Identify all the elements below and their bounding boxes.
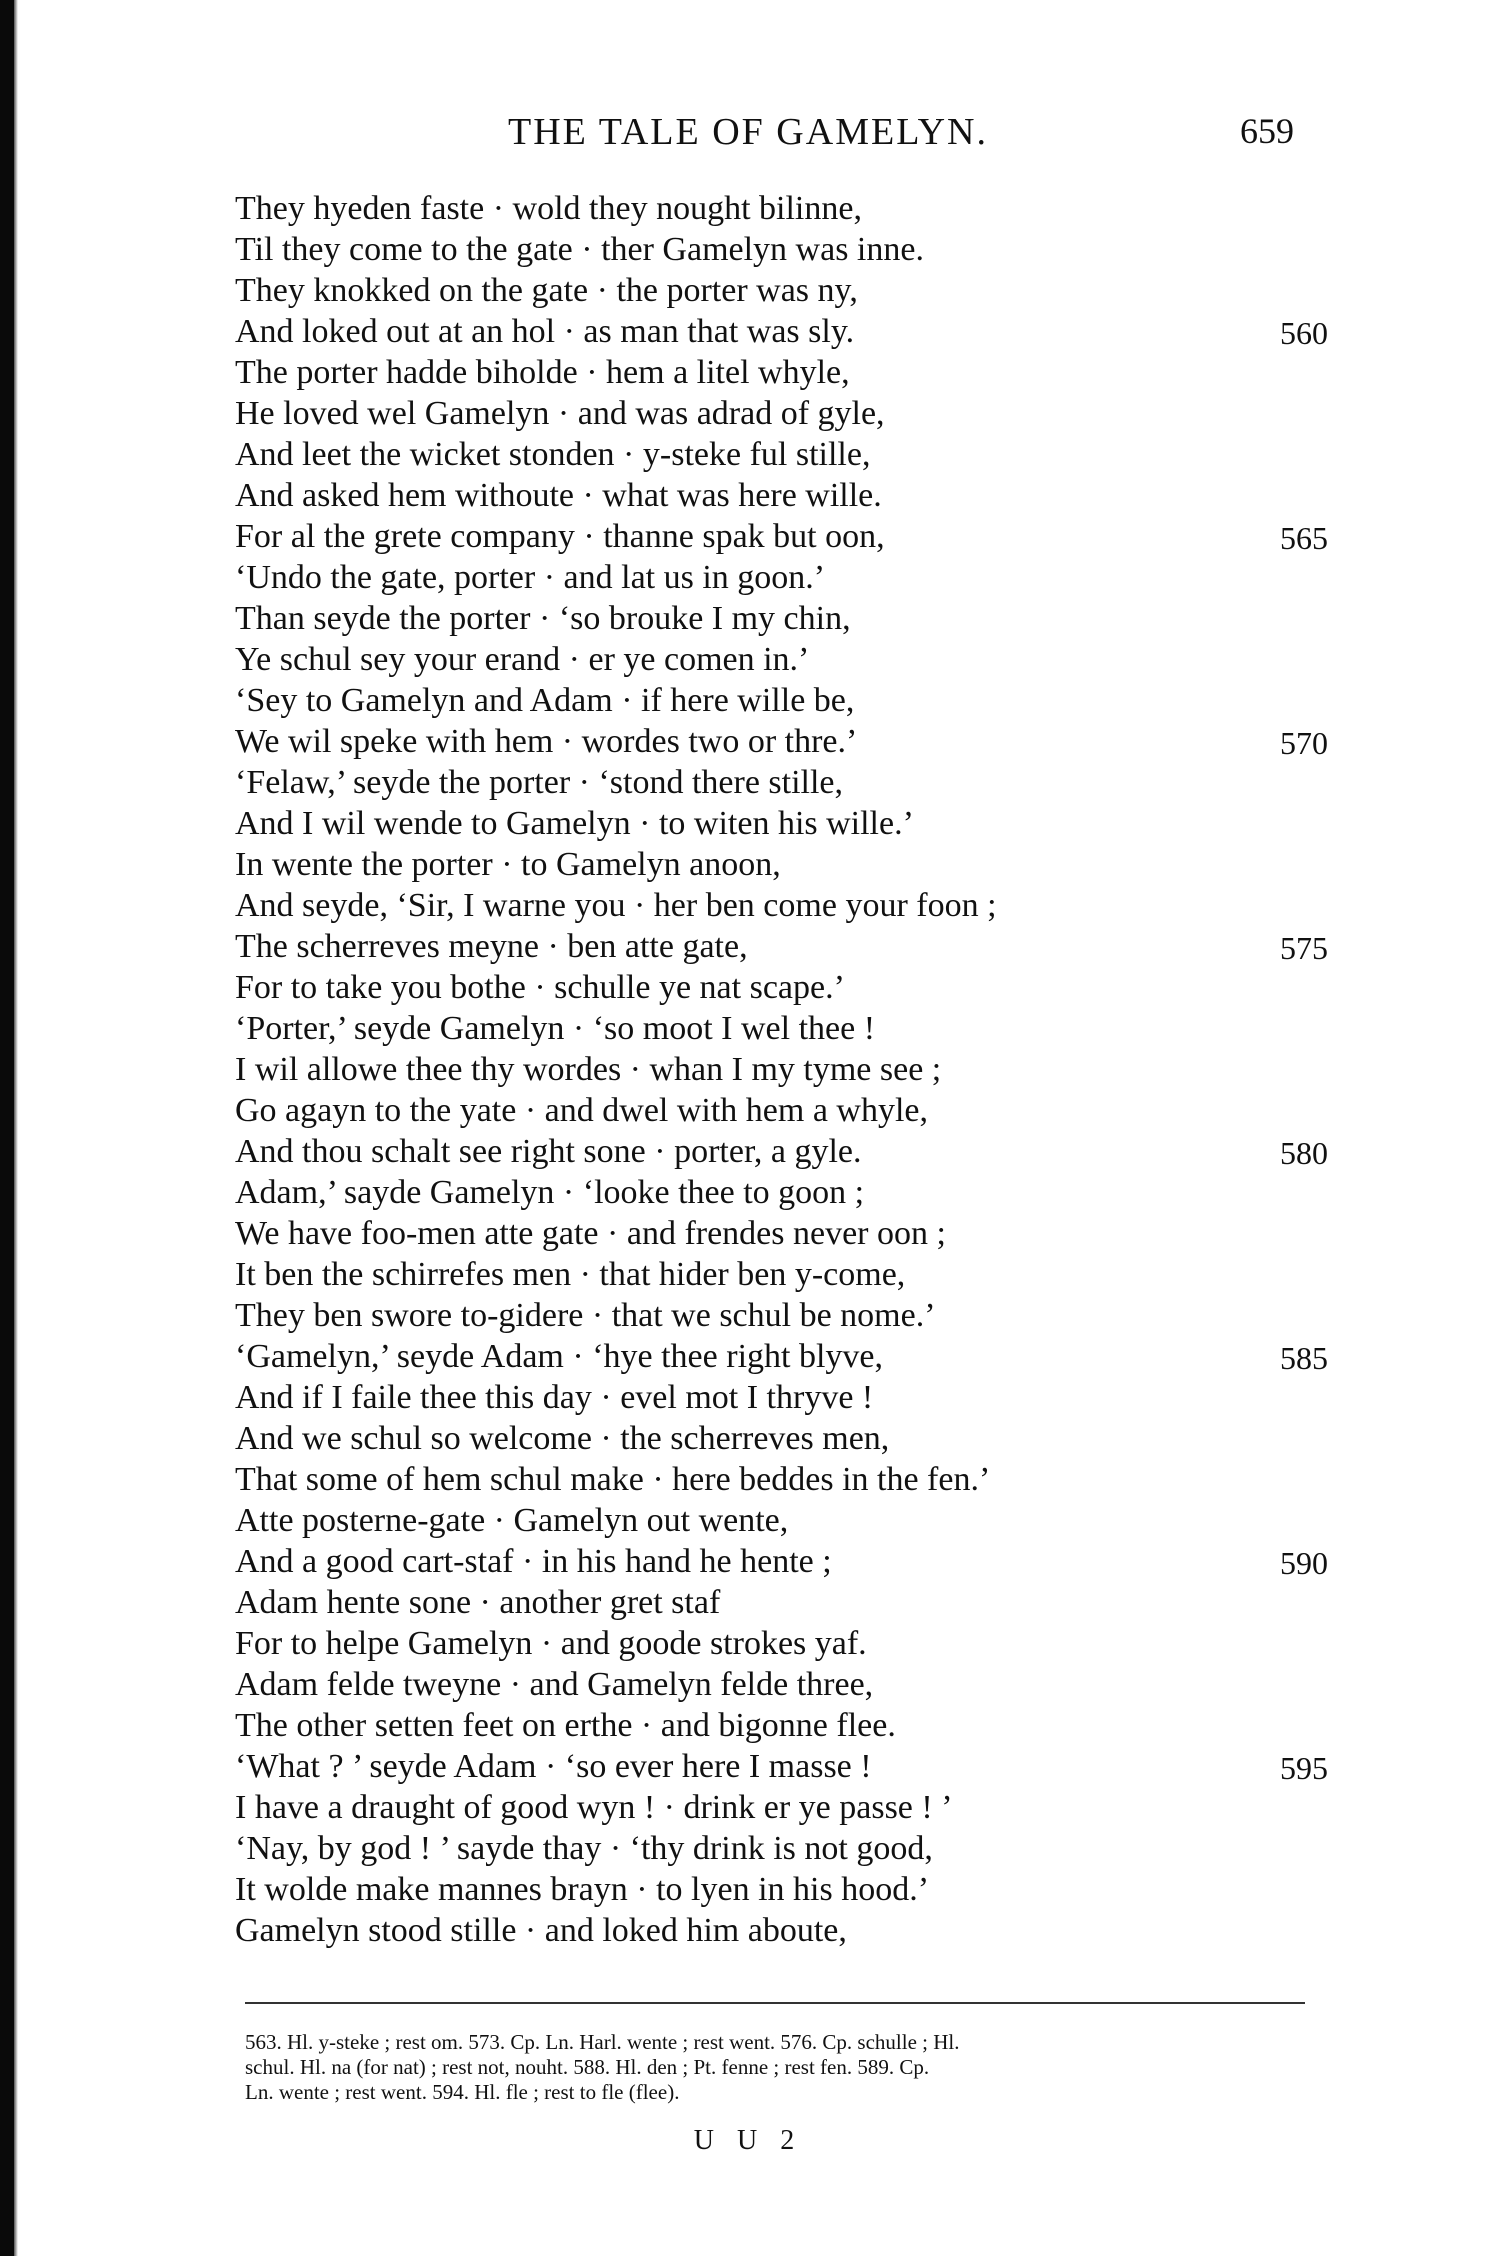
verse-text: The other setten feet on erthe · and bigonne flee. <box>235 1707 896 1744</box>
verse-line <box>235 188 1365 229</box>
verse-text: They ben swore to-gidere · that we schul be nome.’ <box>235 1297 936 1334</box>
verse-line <box>235 1541 1365 1582</box>
verse-line <box>235 1254 1365 1295</box>
verse-text: ‘Gamelyn,’ seyde Adam · ‘hye thee right blyve, <box>235 1338 883 1375</box>
verse-line <box>235 1049 1365 1090</box>
verse-text: That some of hem schul make · here beddes in the fen.’ <box>235 1461 991 1498</box>
line-number: 560 <box>1280 315 1328 351</box>
poem-body <box>235 188 1365 1951</box>
verse-text: And leet the wicket stonden · y-steke ful stille, <box>235 436 871 473</box>
footnote-rule <box>245 2002 1305 2004</box>
verse-text: They hyeden faste · wold they nought bilinne, <box>235 190 862 227</box>
verse-line <box>235 1582 1365 1623</box>
verse-text: It wolde make mannes brayn · to lyen in his hood.’ <box>235 1871 930 1908</box>
verse-text: And a good cart-staf · in his hand he hente ; <box>235 1543 832 1580</box>
verse-line <box>235 352 1365 393</box>
verse-line <box>235 926 1365 967</box>
verse-text: I have a draught of good wyn ! · drink er ye passe ! ’ <box>235 1789 953 1826</box>
verse-text: ‘Sey to Gamelyn and Adam · if here wille be, <box>235 682 855 719</box>
footnote-line: Ln. wente ; rest went. 594. Hl. fle ; rest to fle (flee). <box>245 2080 680 2104</box>
verse-text: He loved wel Gamelyn · and was adrad of gyle, <box>235 395 885 432</box>
verse-text: Til they come to the gate · ther Gamelyn was inne. <box>235 231 924 268</box>
verse-line <box>235 475 1365 516</box>
verse-text: For al the grete company · thanne spak but oon, <box>235 518 885 555</box>
verse-text: For to helpe Gamelyn · and goode strokes yaf. <box>235 1625 867 1662</box>
verse-line <box>235 762 1365 803</box>
line-number: 595 <box>1280 1750 1328 1786</box>
verse-text: ‘Porter,’ seyde Gamelyn · ‘so moot I wel thee ! <box>235 1010 876 1047</box>
verse-text: We wil speke with hem · wordes two or thre.’ <box>235 723 858 760</box>
verse-text: And if I faile thee this day · evel mot I thryve ! <box>235 1379 874 1416</box>
verse-line <box>235 844 1365 885</box>
verse-line <box>235 1869 1365 1910</box>
verse-line <box>235 967 1365 1008</box>
verse-line <box>235 639 1365 680</box>
book-spine-shadow <box>0 0 14 2256</box>
line-number: 565 <box>1280 520 1328 556</box>
verse-text: And thou schalt see right sone · porter, a gyle. <box>235 1133 862 1170</box>
verse-line <box>235 516 1365 557</box>
verse-text: And loked out at an hol · as man that was sly. <box>235 313 855 350</box>
verse-line <box>235 1664 1365 1705</box>
verse-line <box>235 311 1365 352</box>
verse-text: I wil allowe thee thy wordes · whan I my tyme see ; <box>235 1051 942 1088</box>
verse-text: ‘Undo the gate, porter · and lat us in goon.’ <box>235 559 826 596</box>
line-number: 575 <box>1280 930 1328 966</box>
verse-line <box>235 1418 1365 1459</box>
verse-line <box>235 721 1365 762</box>
spine-edge-gradient <box>14 0 18 2256</box>
verse-line <box>235 557 1365 598</box>
verse-line <box>235 1828 1365 1869</box>
verse-text: It ben the schirrefes men · that hider ben y-come, <box>235 1256 906 1293</box>
footnote-line: schul. Hl. na (for nat) ; rest not, nouht. 588. Hl. den ; Pt. fenne ; rest fen. 589. Cp. <box>245 2055 930 2079</box>
page-number: 659 <box>1240 111 1294 151</box>
verse-line <box>235 229 1365 270</box>
verse-line <box>235 680 1365 721</box>
verse-text: Adam hente sone · another gret staf <box>235 1584 721 1621</box>
footnote-line: 563. Hl. y-steke ; rest om. 573. Cp. Ln. Harl. wente ; rest went. 576. Cp. schulle ; Hl. <box>245 2030 960 2054</box>
verse-line <box>235 1377 1365 1418</box>
verse-line <box>235 885 1365 926</box>
verse-text: And seyde, ‘Sir, I warne you · her ben come your foon ; <box>235 887 997 924</box>
line-number: 590 <box>1280 1545 1328 1581</box>
line-number: 580 <box>1280 1135 1328 1171</box>
verse-line <box>235 1131 1365 1172</box>
verse-text: Atte posterne-gate · Gamelyn out wente, <box>235 1502 789 1539</box>
verse-line <box>235 598 1365 639</box>
verse-line <box>235 1172 1365 1213</box>
line-number: 585 <box>1280 1340 1328 1376</box>
verse-line <box>235 393 1365 434</box>
verse-line <box>235 1746 1365 1787</box>
footnotes <box>245 2030 1345 2105</box>
verse-text: Adam felde tweyne · and Gamelyn felde three, <box>235 1666 874 1703</box>
running-title: THE TALE OF GAMELYN. <box>508 111 988 153</box>
verse-line <box>235 1459 1365 1500</box>
verse-text: ‘What ? ’ seyde Adam · ‘so ever here I masse ! <box>235 1748 872 1785</box>
verse-line <box>235 270 1365 311</box>
verse-text: Ye schul sey your erand · er ye comen in.’ <box>235 641 810 678</box>
verse-text: And asked hem withoute · what was here wille. <box>235 477 882 514</box>
signature-mark: U U 2 <box>693 2125 803 2156</box>
verse-text: They knokked on the gate · the porter was ny, <box>235 272 858 309</box>
verse-text: And we schul so welcome · the scherreves men, <box>235 1420 890 1457</box>
verse-line <box>235 1090 1365 1131</box>
verse-line <box>235 803 1365 844</box>
verse-line <box>235 1787 1365 1828</box>
verse-text: For to take you bothe · schulle ye nat scape.’ <box>235 969 845 1006</box>
verse-line <box>235 1910 1365 1951</box>
line-number: 570 <box>1280 725 1328 761</box>
verse-text: ‘Felaw,’ seyde the porter · ‘stond there stille, <box>235 764 844 801</box>
verse-text: In wente the porter · to Gamelyn anoon, <box>235 846 781 883</box>
verse-line <box>235 434 1365 475</box>
verse-text: The scherreves meyne · ben atte gate, <box>235 928 748 965</box>
verse-line <box>235 1623 1365 1664</box>
verse-line <box>235 1295 1365 1336</box>
verse-line <box>235 1213 1365 1254</box>
verse-text: The porter hadde biholde · hem a litel whyle, <box>235 354 850 391</box>
verse-text: Adam,’ sayde Gamelyn · ‘looke thee to goon ; <box>235 1174 865 1211</box>
verse-text: ‘Nay, by god ! ’ sayde thay · ‘thy drink is not good, <box>235 1830 933 1867</box>
verse-line <box>235 1705 1365 1746</box>
verse-text: And I wil wende to Gamelyn · to witen his wille.’ <box>235 805 914 842</box>
verse-line <box>235 1336 1365 1377</box>
verse-line <box>235 1500 1365 1541</box>
verse-line <box>235 1008 1365 1049</box>
verse-text: Gamelyn stood stille · and loked him aboute, <box>235 1912 847 1949</box>
verse-text: Go agayn to the yate · and dwel with hem a whyle, <box>235 1092 929 1129</box>
verse-text: We have foo-men atte gate · and frendes never oon ; <box>235 1215 946 1252</box>
verse-text: Than seyde the porter · ‘so brouke I my chin, <box>235 600 851 637</box>
